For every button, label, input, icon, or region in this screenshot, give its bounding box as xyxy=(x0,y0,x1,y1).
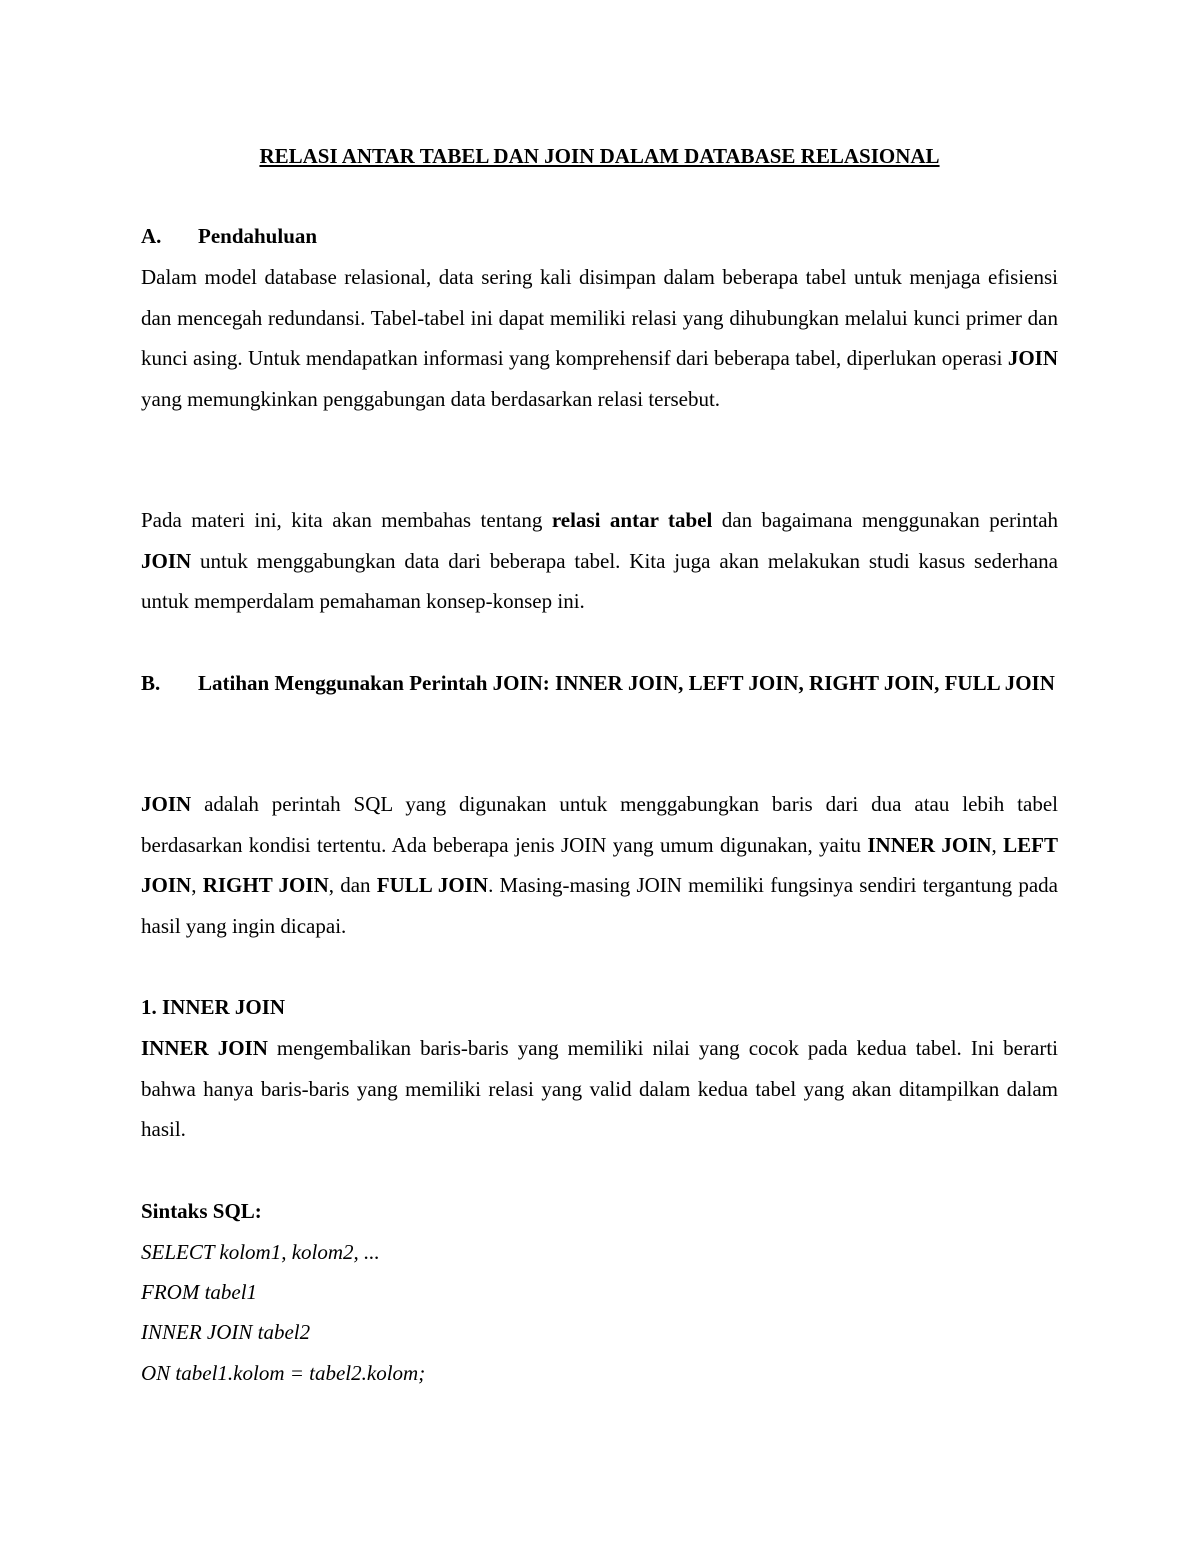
section-b-title: Latihan Menggunakan Perintah JOIN: INNER JOIN, LEFT JOIN, RIGHT JOIN, FULL JOIN xyxy=(198,671,1055,695)
bold-run: JOIN xyxy=(141,548,192,573)
section-a-heading xyxy=(141,216,1058,257)
bold-run: LEFT JOIN xyxy=(141,832,1058,897)
code-line: INNER JOIN tabel2 xyxy=(141,1320,311,1344)
text-run: , dan xyxy=(328,873,377,897)
section-b-paragraph-1 xyxy=(141,784,1058,946)
document-title: RELASI ANTAR TABEL DAN JOIN DALAM DATABASE RELASIONAL xyxy=(259,144,940,168)
section-a-number: A. xyxy=(141,224,162,248)
section-a-title: Pendahuluan xyxy=(198,224,318,248)
text-run: . Masing-masing JOIN memiliki fungsinya sendiri tergantung pada hasil yang ingin dicapai. xyxy=(141,873,1059,938)
text-run: , xyxy=(991,832,1004,857)
bold-run: JOIN xyxy=(1007,346,1058,370)
code-line: SELECT kolom1, kolom2, ... xyxy=(141,1240,380,1264)
document-page xyxy=(141,0,1058,1553)
text-run: Dalam model database relasional, data sering kali disimpan dalam beberapa tabel untuk menjaga efisiensi dan mencegah redundansi. Tabel-tabel ini dapat memiliki relasi yang dihubungkan melalui kunci primer dan kunci asing. Untuk mendapatkan informasi yang komprehensif dari beberapa tabel, diperlukan operasi xyxy=(141,265,1058,370)
section-b-number: B. xyxy=(141,671,161,695)
bold-run: FULL JOIN xyxy=(376,873,489,897)
bold-run: INNER JOIN xyxy=(867,832,992,857)
text-run: dan bagaimana menggunakan perintah xyxy=(712,508,1059,532)
text-run: adalah perintah SQL yang digunakan untuk menggabungkan baris dari dua atau lebih tabel berdasarkan kondisi tertentu. Ada beberapa jenis JOIN yang umum digunakan, yaitu xyxy=(141,792,1058,857)
bold-run: INNER JOIN xyxy=(141,1036,268,1060)
inner-join-heading: 1. INNER JOIN xyxy=(141,995,286,1019)
text-run: , xyxy=(191,873,203,897)
bold-run: relasi antar tabel xyxy=(551,508,713,532)
text-run: untuk menggabungkan data dari beberapa tabel. Kita juga akan melakukan studi kasus sederhana untuk memperdalam pemahaman konsep-konsep ini. xyxy=(141,548,1058,613)
text-run: yang memungkinkan penggabungan data berdasarkan relasi tersebut. xyxy=(141,386,721,411)
section-a-paragraph-1 xyxy=(141,257,1058,419)
code-line: ON tabel1.kolom = tabel2.kolom; xyxy=(141,1361,426,1385)
bold-run: JOIN xyxy=(141,792,192,816)
section-a-paragraph-2 xyxy=(141,500,1058,622)
bold-run: RIGHT JOIN xyxy=(202,873,329,897)
text-run: mengembalikan baris-baris yang memiliki nilai yang cocok pada kedua tabel. Ini berarti bahwa hanya baris-baris yang memiliki relasi yang valid dalam kedua tabel yang akan ditampilkan dalam hasil. xyxy=(141,1036,1058,1141)
inner-join-paragraph xyxy=(141,1028,1058,1150)
text-run: Pada materi ini, kita akan membahas tentang xyxy=(141,508,552,532)
syntax-label: Sintaks SQL: xyxy=(141,1199,262,1223)
section-b-heading xyxy=(141,663,1058,704)
code-line: FROM tabel1 xyxy=(141,1280,258,1304)
